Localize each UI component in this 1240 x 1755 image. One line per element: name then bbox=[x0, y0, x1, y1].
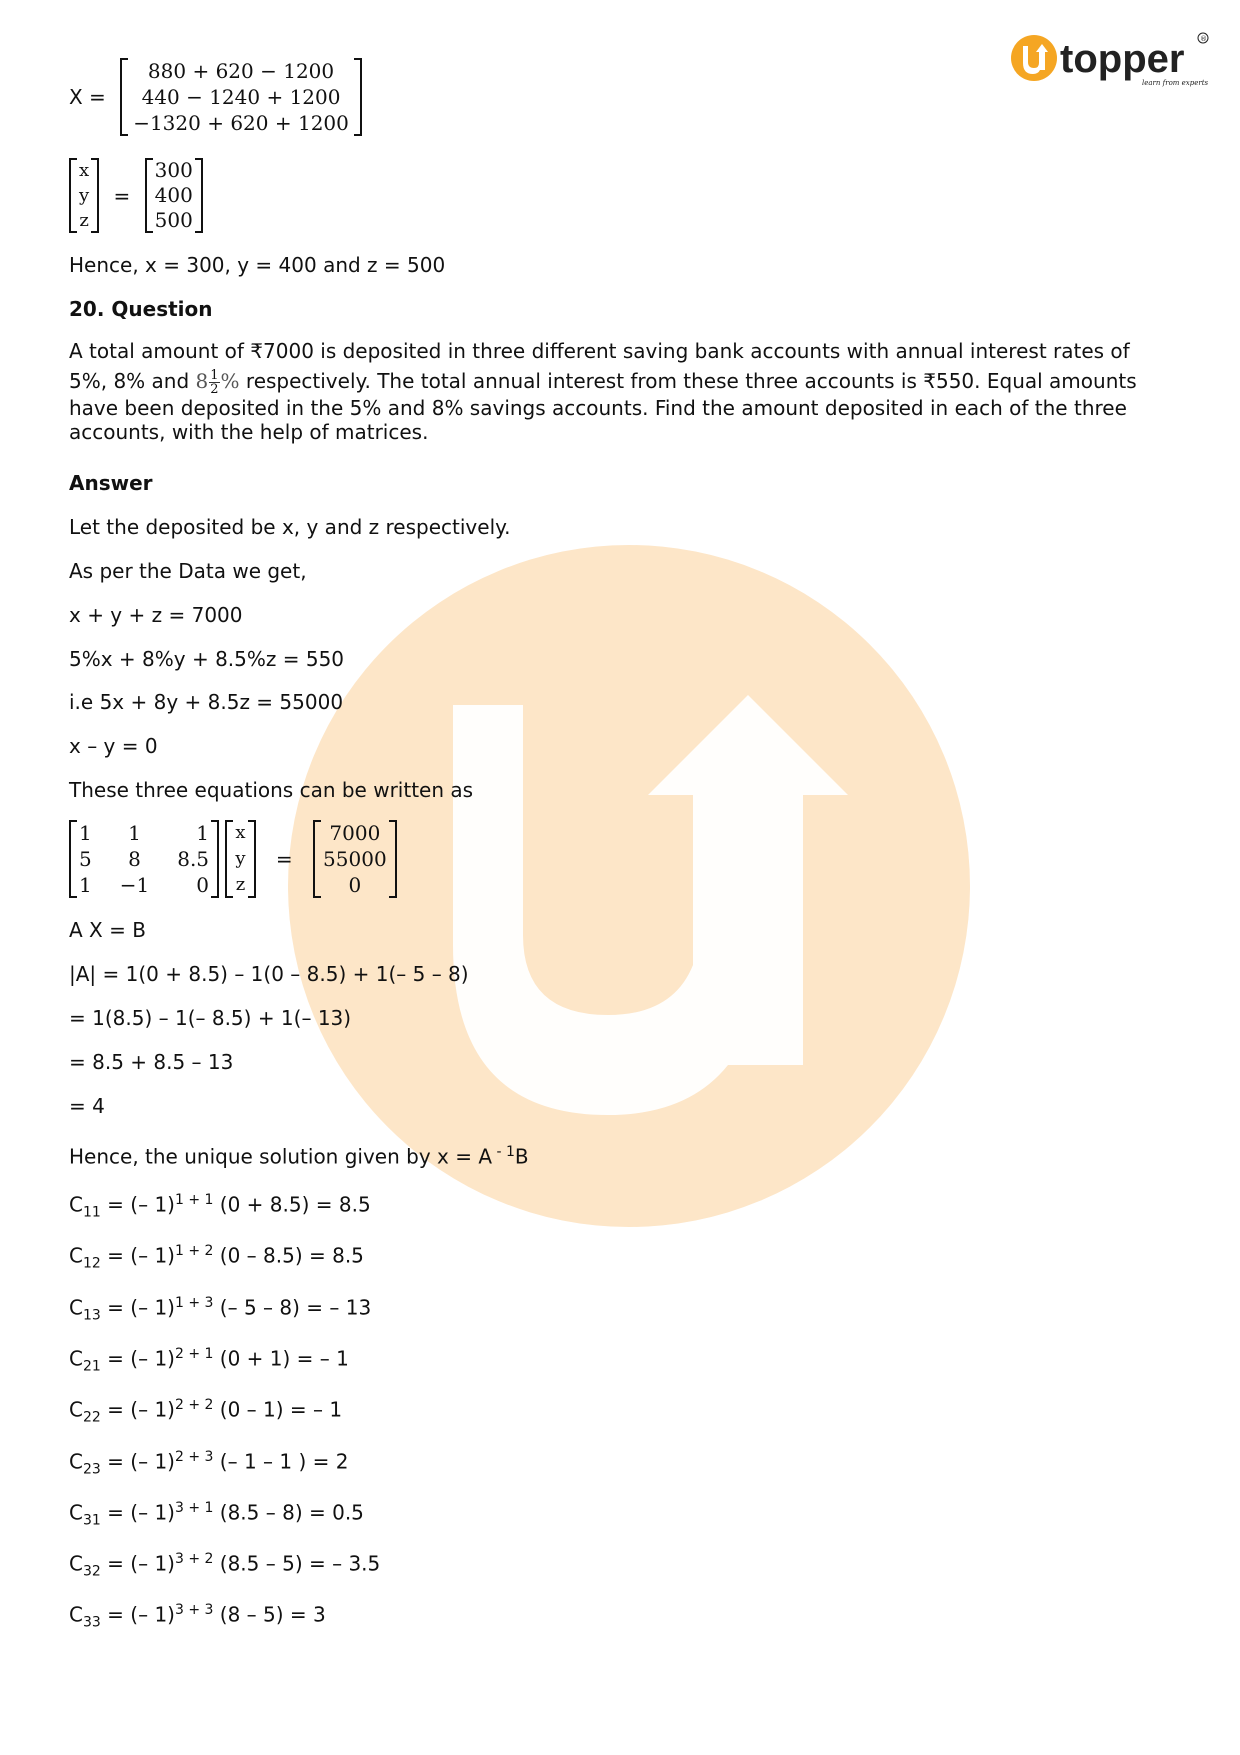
matrix-xyz-expression bbox=[69, 158, 203, 233]
matrix-x-row: −1320 + 620 + 1200 bbox=[133, 111, 349, 135]
equation-line: A X = B bbox=[69, 918, 146, 942]
cofactor-line: $C_{31}$ = (– 1)$^{3 + 1}$ (8.5 – 8) = 0.5 bbox=[69, 1499, 364, 1529]
solution-line: Hence, the unique solution given by x = A $^{- 1}$B bbox=[69, 1144, 529, 1169]
brand-tagline: learn from experts bbox=[1142, 79, 1209, 87]
matrix-x-expression bbox=[69, 58, 362, 136]
fraction-whole: 8 bbox=[195, 369, 209, 393]
cofactor-line: $C_{13}$ = (– 1)$^{1 + 3}$ (– 5 – 8) = – 13 bbox=[69, 1294, 372, 1324]
matrix-a-cell: 1 bbox=[79, 873, 92, 897]
svg-text:®: ® bbox=[1200, 35, 1207, 43]
cofactor-line: $C_{32}$ = (– 1)$^{3 + 2}$ (8.5 – 5) = – 3.5 bbox=[69, 1551, 381, 1580]
matrix-equation bbox=[69, 820, 397, 898]
value-cell: 400 bbox=[154, 183, 193, 207]
var-cell: y bbox=[79, 185, 90, 206]
matrix-a-cell: 0 bbox=[196, 873, 210, 897]
cofactor-line: $C_{33}$ = (– 1)$^{3 + 3}$ (8 – 5) = 3 bbox=[69, 1602, 326, 1632]
value-cell: 300 bbox=[154, 158, 193, 182]
matrix-a-cell: 1 bbox=[128, 821, 141, 845]
determinant-line: = 4 bbox=[69, 1094, 105, 1118]
cofactor-line: $C_{12}$ = (– 1)$^{1 + 2}$ (0 – 8.5) = 8.5 bbox=[69, 1243, 364, 1272]
brand-logo bbox=[1010, 30, 1210, 92]
question-line: have been deposited in the 5% and 8% savings accounts. Find the amount deposited in each of the three bbox=[69, 396, 1127, 420]
matrix-a-cell: 1 bbox=[79, 821, 92, 845]
matrix-a-cell: 8 bbox=[128, 847, 141, 871]
equation-line: i.e 5x + 8y + 8.5z = 55000 bbox=[69, 690, 344, 714]
cofactor-line: $C_{22}$ = (– 1)$^{2 + 2}$ (0 – 1) = – 1 bbox=[69, 1397, 343, 1426]
matrix-x-row: 880 + 620 − 1200 bbox=[147, 59, 335, 83]
matrix-a-cell: −1 bbox=[119, 873, 150, 897]
answer-line: These three equations can be written as bbox=[69, 778, 474, 802]
var-cell: y bbox=[235, 848, 246, 869]
var-cell: x bbox=[235, 822, 246, 843]
answer-title: Answer bbox=[69, 471, 153, 495]
conclusion-line: Hence, x = 300, y = 400 and z = 500 bbox=[69, 253, 446, 277]
var-cell: z bbox=[79, 210, 89, 231]
question-text bbox=[69, 336, 1179, 444]
topper-logo-icon bbox=[1010, 30, 1210, 92]
answer-line: As per the Data we get, bbox=[69, 559, 307, 583]
matrix-b-cell: 0 bbox=[348, 873, 362, 897]
question-line: accounts, with the help of matrices. bbox=[69, 420, 429, 444]
equation-line: x + y + z = 7000 bbox=[69, 603, 243, 627]
determinant-line: = 8.5 + 8.5 – 13 bbox=[69, 1050, 234, 1074]
brand-name: topper bbox=[1060, 37, 1185, 81]
matrix-a-cell: 8.5 bbox=[177, 847, 210, 871]
equation-line: x – y = 0 bbox=[69, 734, 158, 758]
cofactor-line: $C_{23}$ = (– 1)$^{2 + 3}$ (– 1 – 1 ) = 2 bbox=[69, 1448, 349, 1478]
equals-sign: = bbox=[113, 183, 131, 208]
matrix-x-table bbox=[128, 58, 354, 136]
question-line: A total amount of ₹7000 is deposited in three different saving bank accounts with annual interest rates of bbox=[69, 339, 1130, 363]
var-cell: x bbox=[79, 160, 90, 181]
matrix-a-table bbox=[77, 820, 211, 898]
matrix-x-row: 440 − 1240 + 1200 bbox=[141, 85, 341, 109]
matrix-b-cell: 7000 bbox=[329, 821, 381, 845]
value-cell: 500 bbox=[154, 208, 193, 232]
determinant-line: |A| = 1(0 + 8.5) – 1(0 – 8.5) + 1(– 5 – 8) bbox=[69, 962, 469, 986]
equals-sign: = bbox=[275, 847, 293, 871]
question-line: 5%, 8% and 8 $\frac{1}{2}$ % respectively. The total annual interest from these three accounts is ₹550. Equal amounts bbox=[69, 368, 1137, 397]
fraction: $\frac{1}{2}$ bbox=[210, 368, 219, 397]
matrix-x-label: X = bbox=[69, 85, 106, 109]
matrix-b-cell: 55000 bbox=[323, 847, 387, 871]
question-title: 20. Question bbox=[69, 297, 213, 321]
cofactor-line: $C_{21}$ = (– 1)$^{2 + 1}$ (0 + 1) = – 1 bbox=[69, 1345, 349, 1375]
var-cell: z bbox=[235, 874, 246, 895]
matrix-a-cell: 1 bbox=[196, 821, 210, 845]
determinant-line: = 1(8.5) – 1(– 8.5) + 1(– 13) bbox=[69, 1006, 352, 1030]
cofactor-line: $C_{11}$ = (– 1)$^{1 + 1}$ (0 + 8.5) = 8.5 bbox=[69, 1192, 371, 1221]
answer-line: Let the deposited be x, y and z respectively. bbox=[69, 515, 511, 539]
equation-line: 5%x + 8%y + 8.5%z = 550 bbox=[69, 647, 345, 671]
matrix-a-cell: 5 bbox=[79, 847, 92, 871]
